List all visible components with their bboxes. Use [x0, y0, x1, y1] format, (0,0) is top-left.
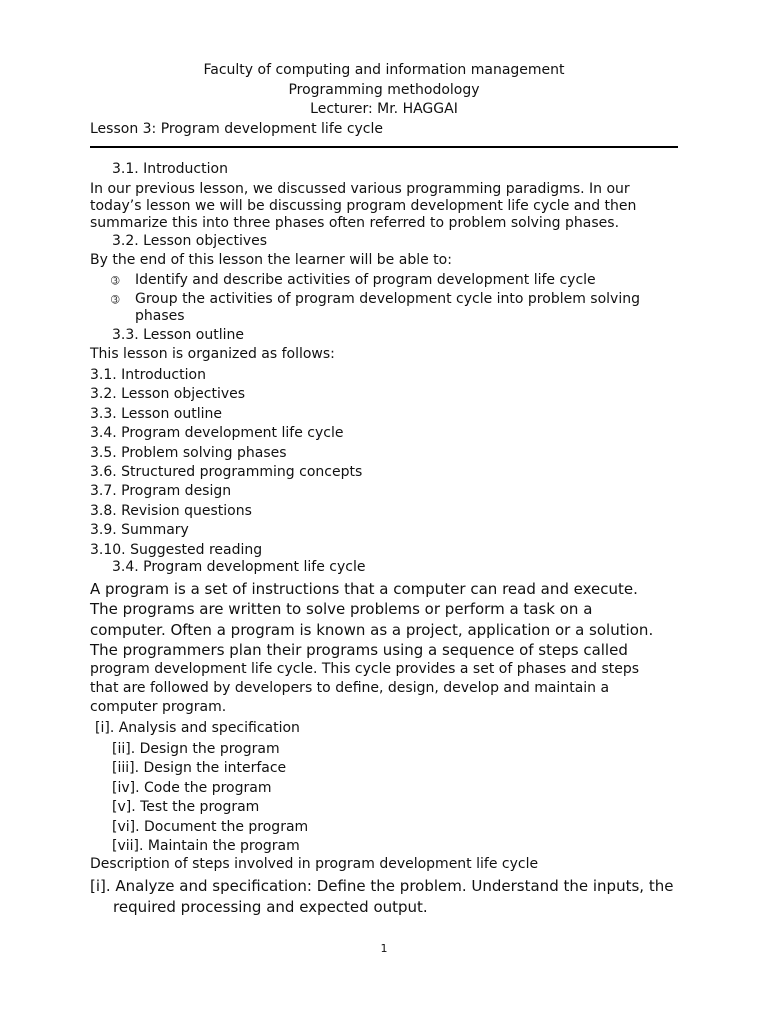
- outline-item: 3.1. Introduction: [90, 367, 206, 383]
- pdlc-line: computer. Often a program is known as a project, application or a solution.: [90, 620, 654, 639]
- step-one-description: [90, 876, 673, 918]
- intro-line: today’s lesson we will be discussing program development life cycle and then: [90, 198, 637, 214]
- intro-paragraph: [90, 181, 636, 232]
- page-number: 1: [380, 942, 388, 955]
- faculty-title: Faculty of computing and information management: [203, 62, 565, 78]
- step-item: [ii]. Design the program: [112, 741, 280, 757]
- pdlc-line: that are followed by developers to define, design, develop and maintain a: [90, 680, 610, 697]
- step-item: [v]. Test the program: [112, 799, 260, 816]
- outline-item: 3.5. Problem solving phases: [90, 444, 287, 461]
- lecturer-line: Lecturer: Mr. HAGGAI: [310, 101, 458, 117]
- objectives-intro: By the end of this lesson the learner will be able to:: [90, 252, 452, 268]
- intro-heading: 3.1. Introduction: [112, 161, 228, 177]
- outline-heading: 3.3. Lesson outline: [112, 327, 245, 343]
- outline-item: 3.7. Program design: [90, 483, 232, 500]
- objectives-heading: 3.2. Lesson objectives: [112, 233, 268, 249]
- objective-item-line: phases: [135, 308, 185, 324]
- pdlc-line: The programmers plan their programs using a sequence of steps called: [90, 640, 628, 659]
- pdlc-paragraph: [90, 579, 669, 717]
- step-item: [i]. Analysis and specification: [95, 720, 300, 736]
- pdlc-line: program development life cycle. This cycle provides a set of phases and steps: [90, 661, 640, 678]
- description-heading: Description of steps involved in program development life cycle: [90, 856, 539, 872]
- objective-item-line: Group the activities of program development cycle into problem solving: [135, 291, 640, 307]
- intro-line: In our previous lesson, we discussed various programming paradigms. In our: [90, 181, 630, 197]
- outline-item: 3.6. Structured programming concepts: [90, 464, 363, 481]
- step-item: [iv]. Code the program: [112, 779, 272, 796]
- steps-list: [112, 740, 308, 856]
- pdlc-heading: 3.4. Program development life cycle: [112, 559, 366, 575]
- outline-list: [90, 366, 362, 560]
- step-one-line: required processing and expected output.: [113, 898, 428, 916]
- pdlc-line: A program is a set of instructions that a computer can read and execute.: [90, 580, 638, 598]
- step-item: [iii]. Design the interface: [112, 760, 287, 777]
- bullet-icon: ➂: [111, 276, 120, 287]
- outline-intro: This lesson is organized as follows:: [90, 346, 335, 362]
- outline-item: 3.2. Lesson objectives: [90, 386, 246, 403]
- course-title: Programming methodology: [288, 82, 480, 98]
- lesson-title: Lesson 3: Program development life cycle: [90, 121, 383, 137]
- outline-item: 3.3. Lesson outline: [90, 405, 223, 422]
- outline-item: 3.9. Summary: [90, 522, 189, 539]
- intro-line: summarize this into three phases often referred to problem solving phases.: [90, 215, 620, 231]
- objective-item: Identify and describe activities of program development life cycle: [135, 272, 596, 288]
- pdlc-line: computer program.: [90, 699, 227, 716]
- step-one-line: [i]. Analyze and specification: Define the problem. Understand the inputs, the: [90, 877, 674, 895]
- outline-item: 3.8. Revision questions: [90, 502, 252, 519]
- step-item: [vi]. Document the program: [112, 818, 309, 835]
- outline-item: 3.10. Suggested reading: [90, 541, 263, 558]
- outline-item: 3.4. Program development life cycle: [90, 425, 344, 442]
- header-divider: [90, 146, 678, 148]
- objective-item: [135, 291, 640, 325]
- bullet-icon: ➂: [111, 295, 120, 306]
- pdlc-line: The programs are written to solve problems or perform a task on a: [90, 600, 593, 619]
- step-item: [vii]. Maintain the program: [112, 838, 300, 855]
